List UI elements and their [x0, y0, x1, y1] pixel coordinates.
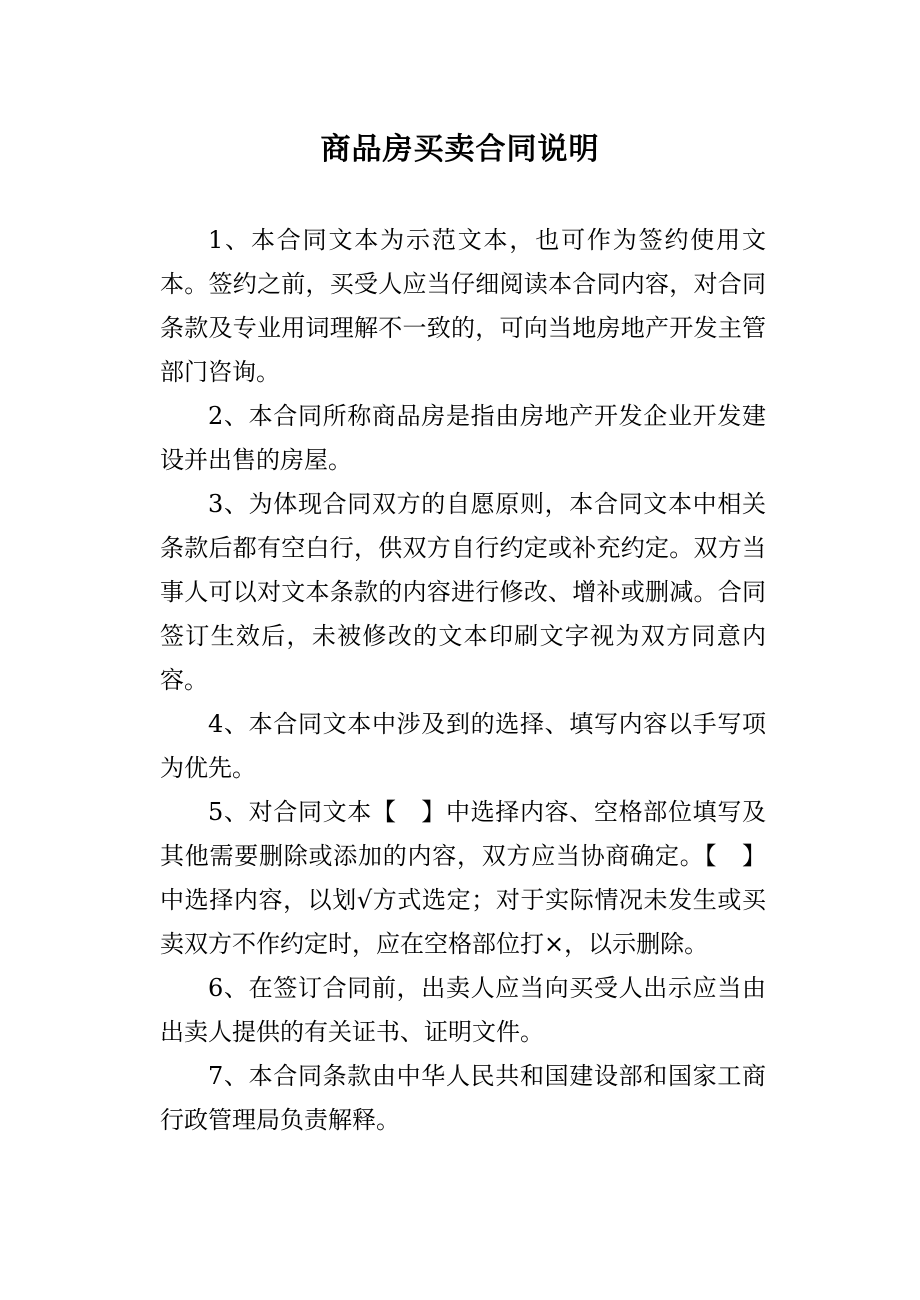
clause-5: 5、对合同文本【 】中选择内容、空格部位填写及其他需要删除或添加的内容，双方应当协商确定。【 】中选择内容，以划√方式选定；对于实际情况未发生或买卖双方不作约定时，应在空格部位打×，以示删除。: [160, 798, 766, 958]
clause-2: 2、本合同所称商品房是指由房地产开发企业开发建设并出售的房屋。: [160, 402, 766, 474]
document-title: 商品房买卖合同说明: [320, 132, 600, 167]
clause-3: 3、为体现合同双方的自愿原则，本合同文本中相关条款后都有空白行，供双方自行约定或补充约定。双方当事人可以对文本条款的内容进行修改、增补或删减。合同签订生效后，未被修改的文本印刷文字视为双方同意内容。: [160, 490, 766, 694]
clause-7: 7、本合同条款由中华人民共和国建设部和国家工商行政管理局负责解释。: [160, 1062, 766, 1134]
clause-6: 6、在签订合同前，出卖人应当向买受人出示应当由出卖人提供的有关证书、证明文件。: [160, 974, 766, 1046]
document-body: [160, 218, 766, 1142]
clause-1: 1、本合同文本为示范文本，也可作为签约使用文本。签约之前，买受人应当仔细阅读本合同内容，对合同条款及专业用词理解不一致的，可向当地房地产开发主管部门咨询。: [160, 226, 766, 386]
clause-4: 4、本合同文本中涉及到的选择、填写内容以手写项为优先。: [160, 710, 766, 782]
